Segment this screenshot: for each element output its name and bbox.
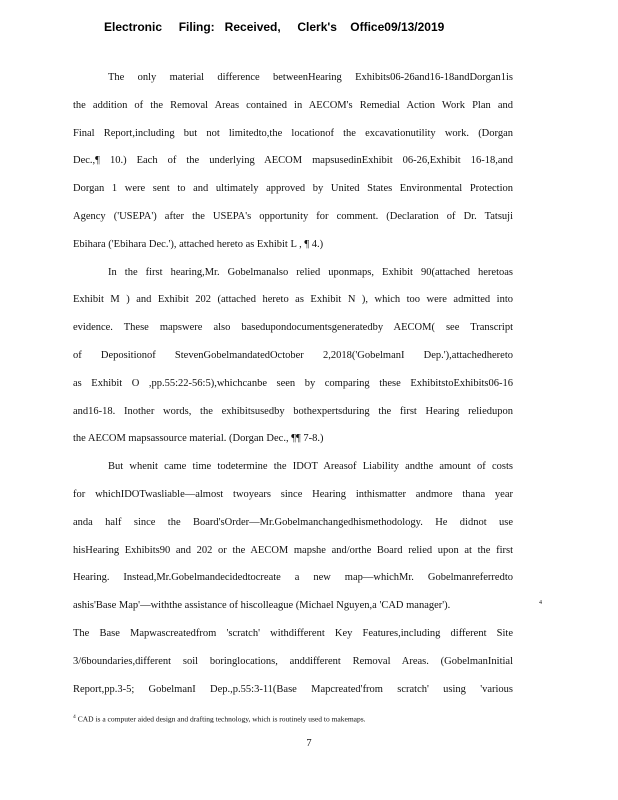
footnote <box>73 714 473 724</box>
body-line: 3/6boundaries,different soil boringlocations, anddifferent Removal Areas. (GobelmanInitial <box>73 656 513 667</box>
body-line: anda half since the Board'sOrder—Mr.Gobelmanchangedhismethodology. He didnot use <box>73 517 513 528</box>
body-line: Final Report,including but not limitedto,the locationof the excavationutility work. (Dorgan <box>73 128 513 139</box>
body-line: Ebihara ('Ebihara Dec.'), attached hereto as Exhibit L , ¶ 4.) <box>73 239 324 250</box>
body-line: evidence. These mapswere also basedupondocumentsgeneratedby AECOM( see Transcript <box>73 322 513 333</box>
body-line: Dorgan 1 were sent to and ultimately approved by United States Environmental Protection <box>73 183 513 194</box>
body-line: of Depositionof StevenGobelmandatedOctober 2,2018('GobelmanI Dep.'),attachedhereto <box>73 350 513 361</box>
body-line: But whenit came time todetermine the IDOT Areasof Liability andthe amount of costs <box>108 461 513 472</box>
footnote-reference-marker: 4 <box>539 600 542 606</box>
footnote-text: CAD is a computer aided design and drafting technology, which is routinely used to makemaps. <box>77 714 366 724</box>
body-line: Report,pp.3-5; GobelmanI Dep.,p.55:3-11(Base Mapcreated'from scratch' using 'various <box>73 684 513 695</box>
body-line: The only material difference betweenHearing Exhibits06-26and16-18andDorgan1is <box>108 72 513 83</box>
body-line: The Base Mapwascreatedfrom 'scratch' withdifferent Key Features,including different Site <box>73 628 513 639</box>
body-line: hisHearing Exhibits90 and 202 or the AECOM mapshe and/orthe Board relied upon at the first <box>73 545 513 556</box>
body-line: and16-18. Inother words, the exhibitsusedby bothexpertsduring the first Hearing reliedupon <box>73 406 513 417</box>
page-number: 7 <box>306 738 312 749</box>
body-line: Agency ('USEPA') after the USEPA's opportunity for comment. (Declaration of Dr. Tatsuji <box>73 211 513 222</box>
body-line: for whichIDOTwasliable—almost twoyears since Hearing inthismatter andmore thana year <box>73 489 513 500</box>
body-line: Exhibit M ) and Exhibit 202 (attached hereto as Exhibit N ), which too were admitted into <box>73 294 513 305</box>
body-line: the AECOM mapsassource material. (Dorgan Dec., ¶¶ 7-8.) <box>73 433 324 444</box>
body-line: Dec.,¶ 10.) Each of the underlying AECOM mapsusedinExhibit 06-26,Exhibit 16-18,and <box>73 155 513 166</box>
body-line: the addition of the Removal Areas contained in AECOM's Remedial Action Work Plan and <box>73 100 513 111</box>
body-line: ashis'Base Map'—withthe assistance of hiscolleague (Michael Nguyen,a 'CAD manager'). <box>73 600 451 611</box>
body-line: as Exhibit O ,pp.55:22-56:5),whichcanbe seen by comparing these ExhibitstoExhibits06-16 <box>73 378 513 389</box>
body-line: In the first hearing,Mr. Gobelmanalso relied uponmaps, Exhibit 90(attached heretoas <box>108 267 513 278</box>
footnote-number: 4 <box>73 714 76 720</box>
body-line: Hearing. Instead,Mr.Gobelmandecidedtocreate a new map—whichMr. Gobelmanreferredto <box>73 572 513 583</box>
filing-stamp-header: Electronic Filing: Received, Clerk's Office09/13/2019 <box>104 20 445 34</box>
